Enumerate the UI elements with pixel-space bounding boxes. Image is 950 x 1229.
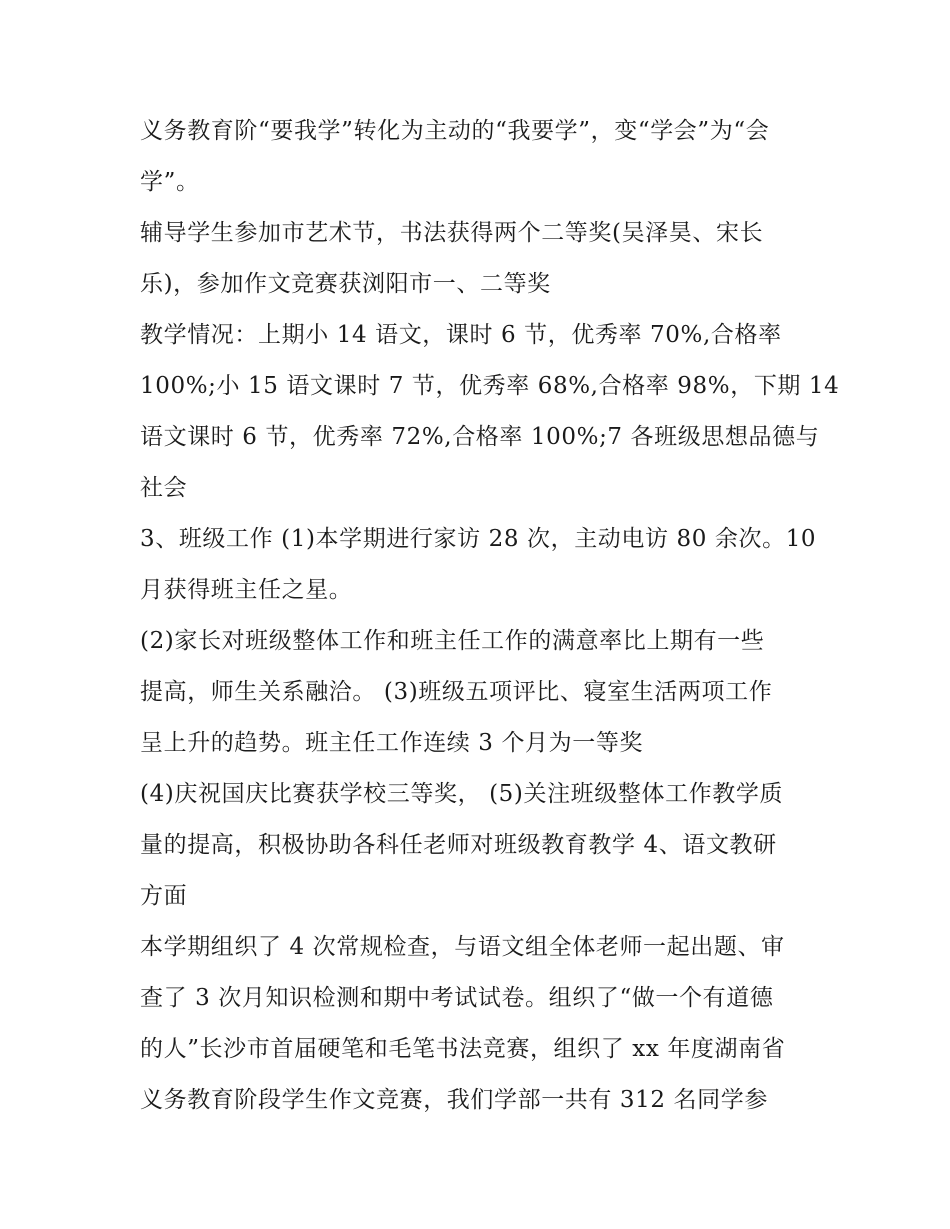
text-line: 呈上升的趋势。班主任工作连续 3 个月为一等奖 (140, 730, 644, 756)
text-line: 社会 (140, 475, 188, 501)
text-line: 的人”长沙市首届硬笔和毛笔书法竞赛，组织了 xx 年度湖南省 (140, 1036, 786, 1062)
text-line: 辅导学生参加市艺术节，书法获得两个二等奖(吴泽昊、宋长 (140, 220, 764, 246)
body-text (140, 106, 840, 1126)
text-line: (4)庆祝国庆比赛获学校三等奖， (5)关注班级整体工作教学质 (140, 781, 784, 807)
text-line: 义务教育阶段学生作文竞赛，我们学部一共有 312 名同学参 (140, 1087, 768, 1113)
text-line: 查了 3 次月知识检测和期中考试试卷。组织了“做一个有道德 (140, 985, 774, 1011)
text-line: 100%;小 15 语文课时 7 节，优秀率 68%,合格率 98%，下期 14 (140, 373, 840, 399)
text-line: 提高，师生关系融洽。 (3)班级五项评比、寝室生活两项工作 (140, 679, 773, 705)
text-line: 量的提高，积极协助各科任老师对班级教育教学 4、语文教研 (140, 832, 777, 858)
text-line: (2)家长对班级整体工作和班主任工作的满意率比上期有一些 (140, 628, 765, 654)
text-line: 3、班级工作 (1)本学期进行家访 28 次，主动电访 80 余次。10 (140, 526, 817, 552)
text-line: 月获得班主任之星。 (140, 577, 353, 603)
text-line: 方面 (140, 883, 188, 909)
text-line: 义务教育阶“要我学”转化为主动的“我要学”，变“学会”为“会 (140, 118, 770, 144)
text-line: 语文课时 6 节，优秀率 72%,合格率 100%;7 各班级思想品德与 (140, 424, 820, 450)
text-line: 本学期组织了 4 次常规检查，与语文组全体老师一起出题、审 (140, 934, 785, 960)
text-line: 乐)，参加作文竞赛获浏阳市一、二等奖 (140, 271, 551, 297)
text-line: 学”。 (140, 169, 200, 195)
text-line: 教学情况：上期小 14 语文，课时 6 节，优秀率 70%,合格率 (140, 322, 782, 348)
